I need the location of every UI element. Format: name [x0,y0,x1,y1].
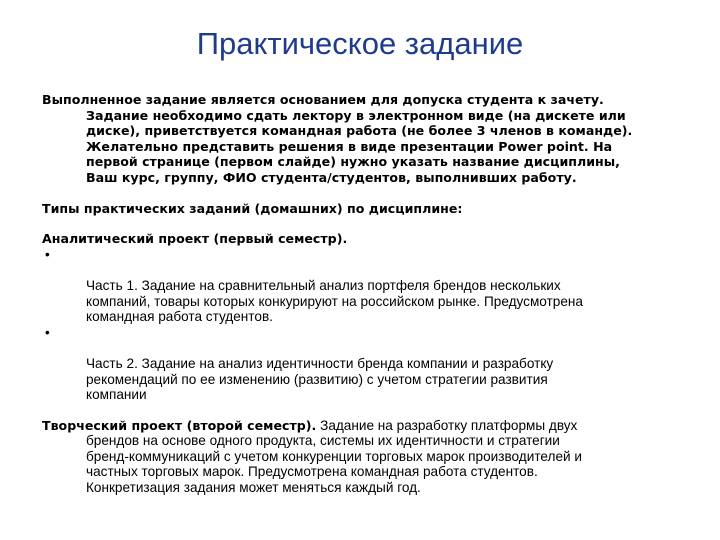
types-heading: Типы практических заданий (домашних) по дисциплине: [42,200,463,216]
submission-paragraph: Выполненное задание является основанием для допуска студента к зачету. Задание необходимо сдать лектору в электронном виде (на дискете или диске), приветствуется командная работа (не более 3 членов в команде). Желательно представить решения в виде презентации Power point. На первой странице (первом слайде) нужно указать название дисциплины, Ваш курс, группу, ФИО студента/студентов, выполнивших работу. [42,92,633,185]
list-item-text: Часть 1. Задание на сравнительный анализ портфеля брендов нескольких компаний, товары которых конкурируют на российском рынке. Предусмотрена командная работа студентов. [86,277,583,325]
creative-project-paragraph [42,418,702,496]
slide-content [42,92,702,496]
list-item-text: Часть 2. Задание на анализ идентичности бренда компании и разработку рекомендаций по ее изменению (развитию) с учетом стратегии развития компании [86,355,554,403]
spacer [42,216,702,231]
creative-project-heading: Творческий проект (второй семестр). [42,417,317,433]
creative-project-text: Задание на разработку платформы двух брендов на основе одного продукта, системы их идентичности и стратегии бренд-коммуникаций с учетом конкуренции торговых марок производителей и частных торговых марок. Предусмотрена командная работа студентов. Конкретизация задания может меняться каждый год. [86,417,582,496]
list-item [42,247,702,325]
spacer [42,403,702,418]
list-item [42,325,702,403]
bullet-marker: • [45,324,50,340]
slide-title: Практическое задание [196,26,524,61]
bullet-marker: • [45,246,50,262]
analytic-parts-list [42,247,702,403]
spacer [42,186,702,201]
analytic-project-heading: Аналитический проект (первый семестр). [42,231,348,247]
